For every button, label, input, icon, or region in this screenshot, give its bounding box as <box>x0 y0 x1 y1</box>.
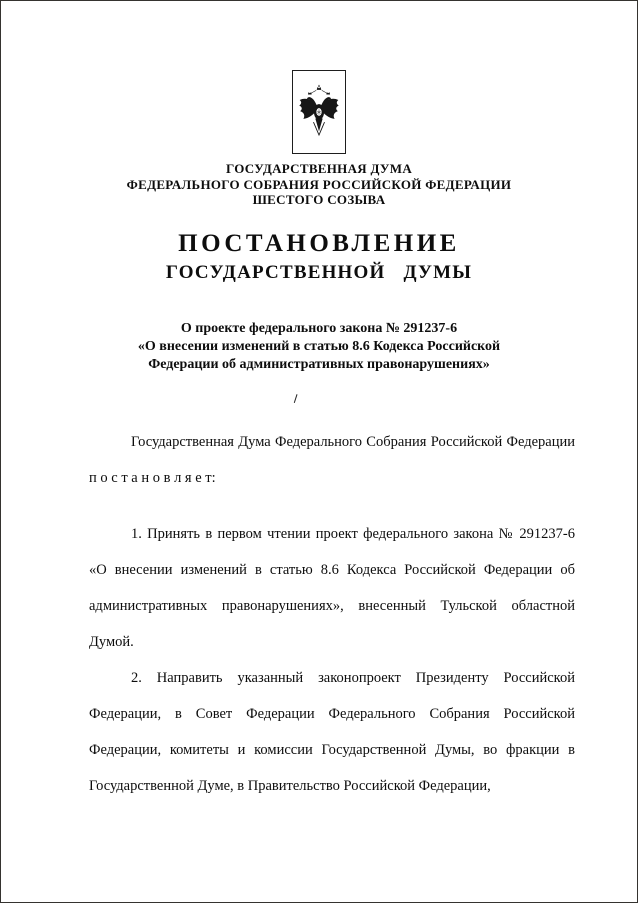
document-title <box>1 230 637 284</box>
doc-type-heading: ПОСТАНОВЛЕНИЕ <box>178 229 460 257</box>
org-assembly-line: ФЕДЕРАЛЬНОГО СОБРАНИЯ РОССИЙСКОЙ ФЕДЕРАЦИИ <box>126 176 512 192</box>
document-body <box>89 424 575 804</box>
coat-of-arms <box>292 70 346 154</box>
document-subject <box>1 320 637 374</box>
subject-line-2: «О внесении изменений в статью 8.6 Кодекса Российской <box>137 338 501 354</box>
intro-paragraph <box>89 424 575 496</box>
decree-word: п о с т а н о в л я е т: <box>89 469 216 486</box>
org-name-line: ГОСУДАРСТВЕННАЯ ДУМА <box>225 161 413 176</box>
paragraph-item-1: 1. Принять в первом чтении проект федерального закона № 291237-6 «О внесении изменений в статью 8.6 Кодекса Российской Федерации об административных правонарушениях», внесенный Тульской областной Думой. <box>89 525 575 650</box>
doc-type-subheading: ГОСУДАРСТВЕННОЙ ДУМЫ <box>165 261 473 283</box>
double-headed-eagle-icon <box>296 75 342 149</box>
paragraph-item-2: 2. Направить указанный законопроект Президенту Российской Федерации, в Совет Федерации Федерального Собрания Российской Федерации, комитеты и комиссии Государственной Думы, во фракции в Государственной Думе, в Правительство Российской Федерации, <box>89 669 575 794</box>
org-convocation-line: ШЕСТОГО СОЗЫВА <box>252 192 386 207</box>
scan-artifact-mark <box>294 394 303 405</box>
intro-text: Государственная Дума Федерального Собрания Российской Федерации <box>131 433 575 450</box>
subject-line-1: О проекте федерального закона № 291237-6 <box>180 320 458 336</box>
issuing-authority <box>1 161 637 208</box>
subject-line-3: Федерации об административных правонарушениях» <box>148 356 490 372</box>
